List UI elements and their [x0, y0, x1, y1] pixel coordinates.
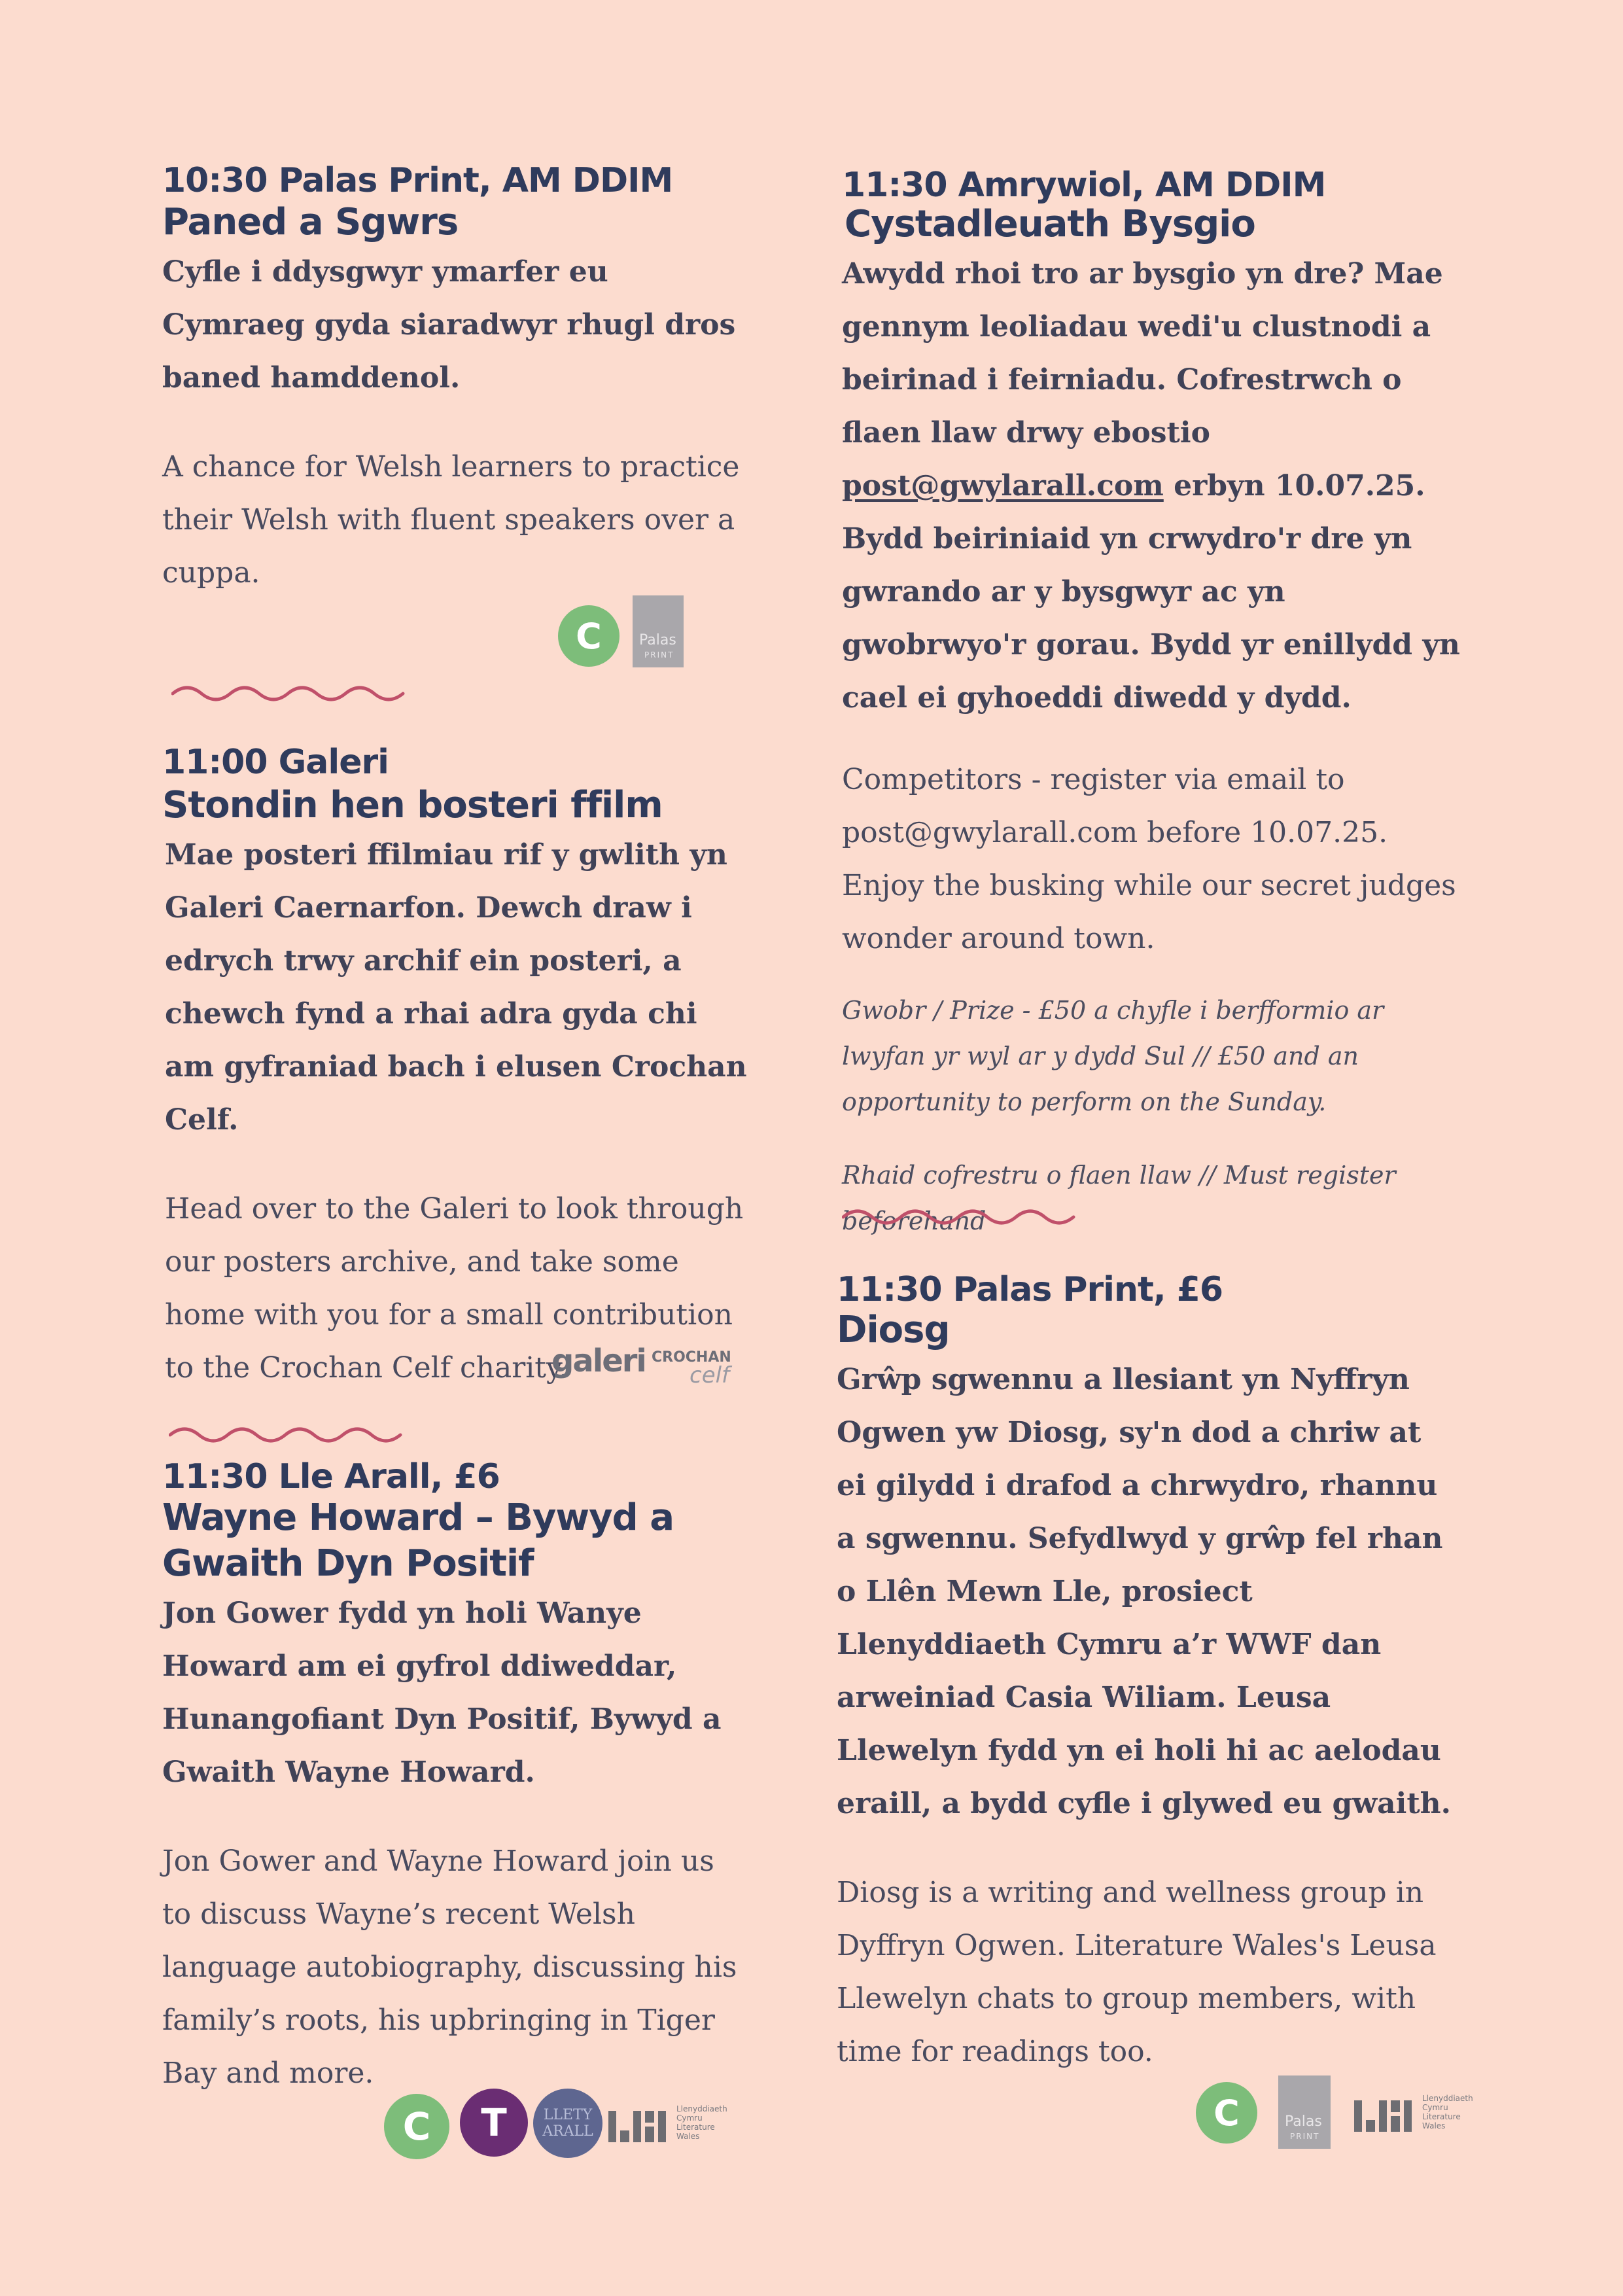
literature-wales-logo: Llenyddiaeth Cymru Literature Wales	[608, 2102, 752, 2147]
wave-divider	[169, 1422, 407, 1448]
event-time-venue: 11:00 Galeri	[162, 743, 389, 782]
event-paned-a-sgwrs	[162, 159, 751, 599]
event-title: Paned a Sgwrs	[162, 201, 459, 243]
wave-divider	[842, 1204, 1080, 1230]
galeri-logo: galeri	[551, 1343, 646, 1379]
prize-note: Gwobr / Prize - £50 a chyfle i berfformio ar lwyfan yr wyl ar y dydd Sul // £50 and an opportunity to perform on the Sunday.	[842, 996, 1384, 1116]
event-description-welsh: Grŵp sgwennu a llesiant yn Nyffryn Ogwen yw Diosg, sy'n dod a chriw at ei gilydd i drafod a chrwydro, rhannu a sgwennu. Sefydlwyd y grŵp fel rhan o Llên Mewn Lle, prosiect Llenyddiaeth Cymru a’r WWF dan arweiniad Casia Wiliam. Leusa Llewelyn fydd yn ei holi hi ac aelodau eraill, a bydd cyfle i glywed eu gwaith.	[837, 1363, 1451, 1820]
event-cystadleuath-bysgio	[842, 164, 1483, 1244]
event-time-venue: 11:30 Lle Arall, £6	[162, 1457, 500, 1496]
event-description-welsh: Mae posteri ffilmiau rif y gwlith yn Galeri Caernarfon. Dewch draw i edrych trwy archif ein posteri, a chewch fynd a rhai adra gyda chi am gyfraniad bach i elusen Crochan Celf.	[165, 838, 747, 1137]
c-logo: C	[384, 2094, 449, 2159]
event-time-venue: 11:30 Palas Print, £6	[837, 1270, 1223, 1309]
event-diosg	[837, 1268, 1478, 2078]
event-stondin-hen-bosteri	[162, 741, 751, 1394]
t-logo: T	[460, 2089, 528, 2157]
llety-arall-logo: LLETY ARALL	[533, 2089, 602, 2158]
literature-wales-mark	[1354, 2094, 1420, 2133]
event-description-welsh: Cyfle i ddysgwyr ymarfer eu Cymraeg gyda siaradwyr rhugl dros baned hamddenol.	[162, 255, 736, 395]
event-wayne-howard	[162, 1458, 751, 2100]
event-title: Stondin hen bosteri ffilm	[162, 784, 663, 826]
palas-print-logo: Palas PRINT	[1278, 2075, 1331, 2149]
event-description-english: A chance for Welsh learners to practice their Welsh with fluent speakers over a cuppa.	[162, 450, 740, 590]
literature-wales-logo: Llenyddiaeth Cymru Literature Wales	[1354, 2091, 1498, 2137]
event-title-line-2: Gwaith Dyn Positif	[162, 1542, 534, 1585]
event-title: Diosg	[837, 1309, 950, 1351]
event-description-english: Diosg is a writing and wellness group in Dyffryn Ogwen. Literature Wales's Leusa Llewelyn chats to group members, with time for readings too.	[837, 1876, 1437, 2068]
event-description-welsh: Jon Gower fydd yn holi Wanye Howard am ei gyfrol ddiweddar, Hunangofiant Dyn Positif, Bywyd a Gwaith Wayne Howard.	[162, 1597, 722, 1789]
crochan-celf-logo: CROCHAN celf	[652, 1349, 731, 1388]
event-title: Cystadleuath Bysgio	[845, 203, 1255, 245]
wave-divider	[171, 680, 410, 707]
event-title-line-1: Wayne Howard – Bywyd a	[162, 1496, 674, 1539]
email-link[interactable]: post@gwylarall.com	[842, 469, 1164, 503]
c-logo: C	[558, 605, 620, 667]
event-description-english: Jon Gower and Wayne Howard join us to discuss Wayne’s recent Welsh language autobiography, discussing his family’s roots, his upbringing in Tiger Bay and more.	[162, 1845, 737, 2090]
event-description-english: Head over to the Galeri to look through our posters archive, and take some home with you for a small contribution to the Crochan Celf charity.	[165, 1192, 744, 1385]
c-logo: C	[1196, 2082, 1257, 2144]
event-time-venue: 10:30 Palas Print, AM DDIM	[162, 161, 673, 200]
register-note: Rhaid cofrestru o flaen llaw // Must register beforehand	[842, 1161, 1396, 1235]
event-description-welsh: Awydd rhoi tro ar bysgio yn dre? Mae gennym leoliadau wedi'u clustnodi a beirinad i feirniadu. Cofrestrwch o flaen llaw drwy ebostio post@gwylarall.com erbyn 10.07.25. Bydd beiriniaid yn crwydro'r dre yn gwrando ar y bysgwyr ac yn gwobrwyo'r gorau. Bydd yr enillydd yn cael ei gyhoeddi diwedd y dydd.	[842, 257, 1460, 715]
event-description-english: Competitors - register via email to post@gwylarall.com before 10.07.25. Enjoy the busking while our secret judges wonder around town.	[842, 763, 1456, 955]
literature-wales-mark	[608, 2104, 674, 2144]
palas-print-logo: Palas PRINT	[633, 595, 684, 667]
event-time-venue: 11:30 Amrywiol, AM DDIM	[842, 166, 1326, 205]
